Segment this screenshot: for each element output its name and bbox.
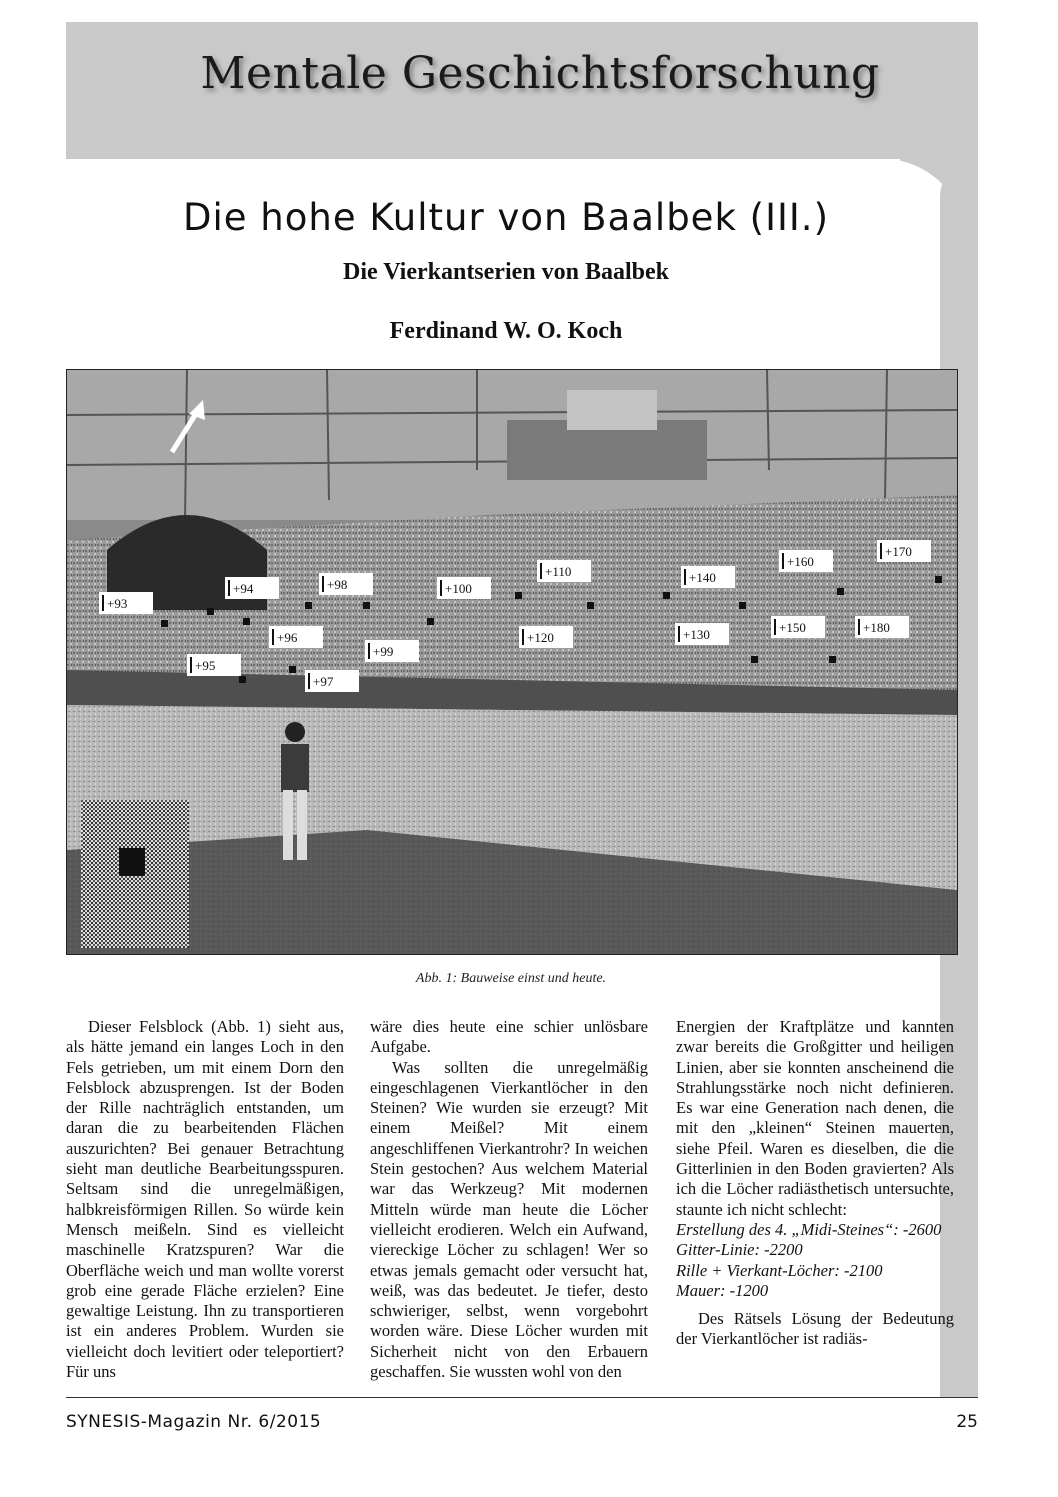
text-column-1 (66, 1017, 344, 1382)
hole-label-bar (440, 580, 442, 596)
hole-label-text: +98 (327, 577, 348, 592)
hole-label-text: +97 (313, 674, 334, 689)
hole-label-text: +99 (373, 644, 394, 659)
hole-label (99, 592, 153, 614)
paragraph: Energien der Kraftplätze und kannten zwar bereits die Großgitter und heiligen Linien, aber sie konnten anscheinend die Strahlungsstärke noch nicht definieren. Es war eine Generation nach denen, die mit den „kleinen“ Steinen mauerten, siehe Pfeil. Waren es dieselben, die die Gitterlinien in den Boden gravierten? Als ich die Löcher radiästhetisch untersuchte, staunte ich nicht schlecht: (676, 1017, 954, 1219)
hole-label-text: +95 (195, 658, 216, 673)
hole-label-bar (880, 543, 882, 559)
photo-illustration (67, 370, 957, 954)
hole-label-text: +150 (779, 620, 806, 635)
hole-label-bar (774, 619, 776, 635)
hole-label (437, 577, 491, 599)
list-item: Gitter-Linie: -2200 (676, 1240, 803, 1260)
hole-label-text: +170 (885, 544, 912, 559)
hole-label-text: +140 (689, 570, 716, 585)
hole-label-bar (540, 563, 542, 579)
hole-label (771, 616, 825, 638)
paragraph: wäre dies heute eine schier unlösbare Aufgabe. (370, 1017, 648, 1057)
hole-label (365, 640, 419, 662)
text-column-2 (370, 1017, 648, 1382)
hole-label (269, 626, 323, 648)
hole-label-bar (678, 626, 680, 642)
hole-label (225, 577, 279, 599)
figure-photo (66, 369, 958, 955)
hole-label (855, 616, 909, 638)
article-subtitle: Die Vierkantserien von Baalbek (342, 259, 669, 285)
hole-label-bar (782, 553, 784, 569)
hole-label (779, 550, 833, 572)
text-column-3 (676, 1017, 954, 1350)
hole-label (681, 566, 735, 588)
hole-label (319, 573, 373, 595)
hole-label-text: +130 (683, 627, 710, 642)
paragraph: Des Rätsels Lösung der Bedeutung der Vierkantlöcher ist radiäs- (676, 1309, 954, 1349)
hole-label-text: +160 (787, 554, 814, 569)
figure-caption: Abb. 1: Bauweise einst und heute. (415, 971, 607, 986)
footer-magazine: SYNESIS-Magazin Nr. 6/2015 (66, 1412, 322, 1432)
page-number: 25 (956, 1412, 978, 1432)
list-item: Erstellung des 4. „Midi-Steines“: -2600 (676, 1219, 942, 1239)
hole-label-bar (522, 629, 524, 645)
hole-label-bar (858, 619, 860, 635)
article-title: Die hohe Kultur von Baalbek (III.) (183, 196, 829, 239)
section-title: Mentale Geschichtsforschung (200, 48, 880, 99)
hole-label-text: +93 (107, 596, 128, 611)
hole-label-text: +120 (527, 630, 554, 645)
hole-label-bar (190, 657, 192, 673)
hole-label (877, 540, 931, 562)
hole-label-bar (368, 643, 370, 659)
hole-label-text: +180 (863, 620, 890, 635)
hole-label-bar (684, 569, 686, 585)
article-author: Ferdinand W. O. Koch (389, 318, 623, 344)
paragraph: Dieser Felsblock (Abb. 1) sieht aus, als hätte jemand ein langes Loch in den Fels getrieben, um mit einem Dorn den Felsblock abzusprengen. Ist der Boden der Rille nachträglich entstanden, um daran die zu bearbeitenden Flächen auszurichten? Bei genauer Betrachtung sieht man deutliche Bearbeitungsspuren. Seltsam sind die unregelmäßigen, halbkreisförmigen Rillen. So würde kein Mensch meißeln. Sind es vielleicht maschinelle Kratzspuren? War die Oberfläche weich und man wollte vorerst grob eine gerade Fläche erzielen? Eine gewaltige Leistung. Ihn zu transportieren ist ein anderes Problem. Wurden sie vielleicht doch levitiert oder teleportiert? Für uns (66, 1017, 344, 1382)
hole-label-bar (228, 580, 230, 596)
hole-label-bar (308, 673, 310, 689)
hole-label-text: +100 (445, 581, 472, 596)
hole-label-bar (272, 629, 274, 645)
paragraph: Was sollten die unregelmäßig eingeschlagenen Vierkantlöcher in den Steinen? Wie wurden sie erzeugt? Mit einem Meißel? Mit einem angeschliffenen Vierkantrohr? In weichen Stein gestochen? Aus welchem Material war das Werkzeug? Mit modernen Mitteln würde man heute die Löcher vielleicht erodieren. Welch ein Aufwand, viereckige Löcher zu schlagen! Wer so etwas jemals gemacht oder versucht hat, weiß, was das bedeutet. Je tiefer, desto schwieriger, selbst, wenn vorgebohrt worden wäre. Diese Löcher wurden mit Sicherheit nicht von den Erbauern geschaffen. Sie wussten wohl von den (370, 1057, 648, 1382)
hole-label (187, 654, 241, 676)
hole-label (537, 560, 591, 582)
hole-label-text: +96 (277, 630, 298, 645)
hole-label (305, 670, 359, 692)
hole-label-bar (102, 595, 104, 611)
hole-label (675, 623, 729, 645)
hole-label (519, 626, 573, 648)
list-item: Rille + Vierkant-Löcher: -2100 (676, 1260, 883, 1280)
list-item: Mauer: -1200 (676, 1280, 769, 1300)
hole-label-text: +94 (233, 581, 254, 596)
hole-label-text: +110 (545, 564, 572, 579)
hole-label-bar (322, 576, 324, 592)
footer-rule (66, 1397, 978, 1398)
